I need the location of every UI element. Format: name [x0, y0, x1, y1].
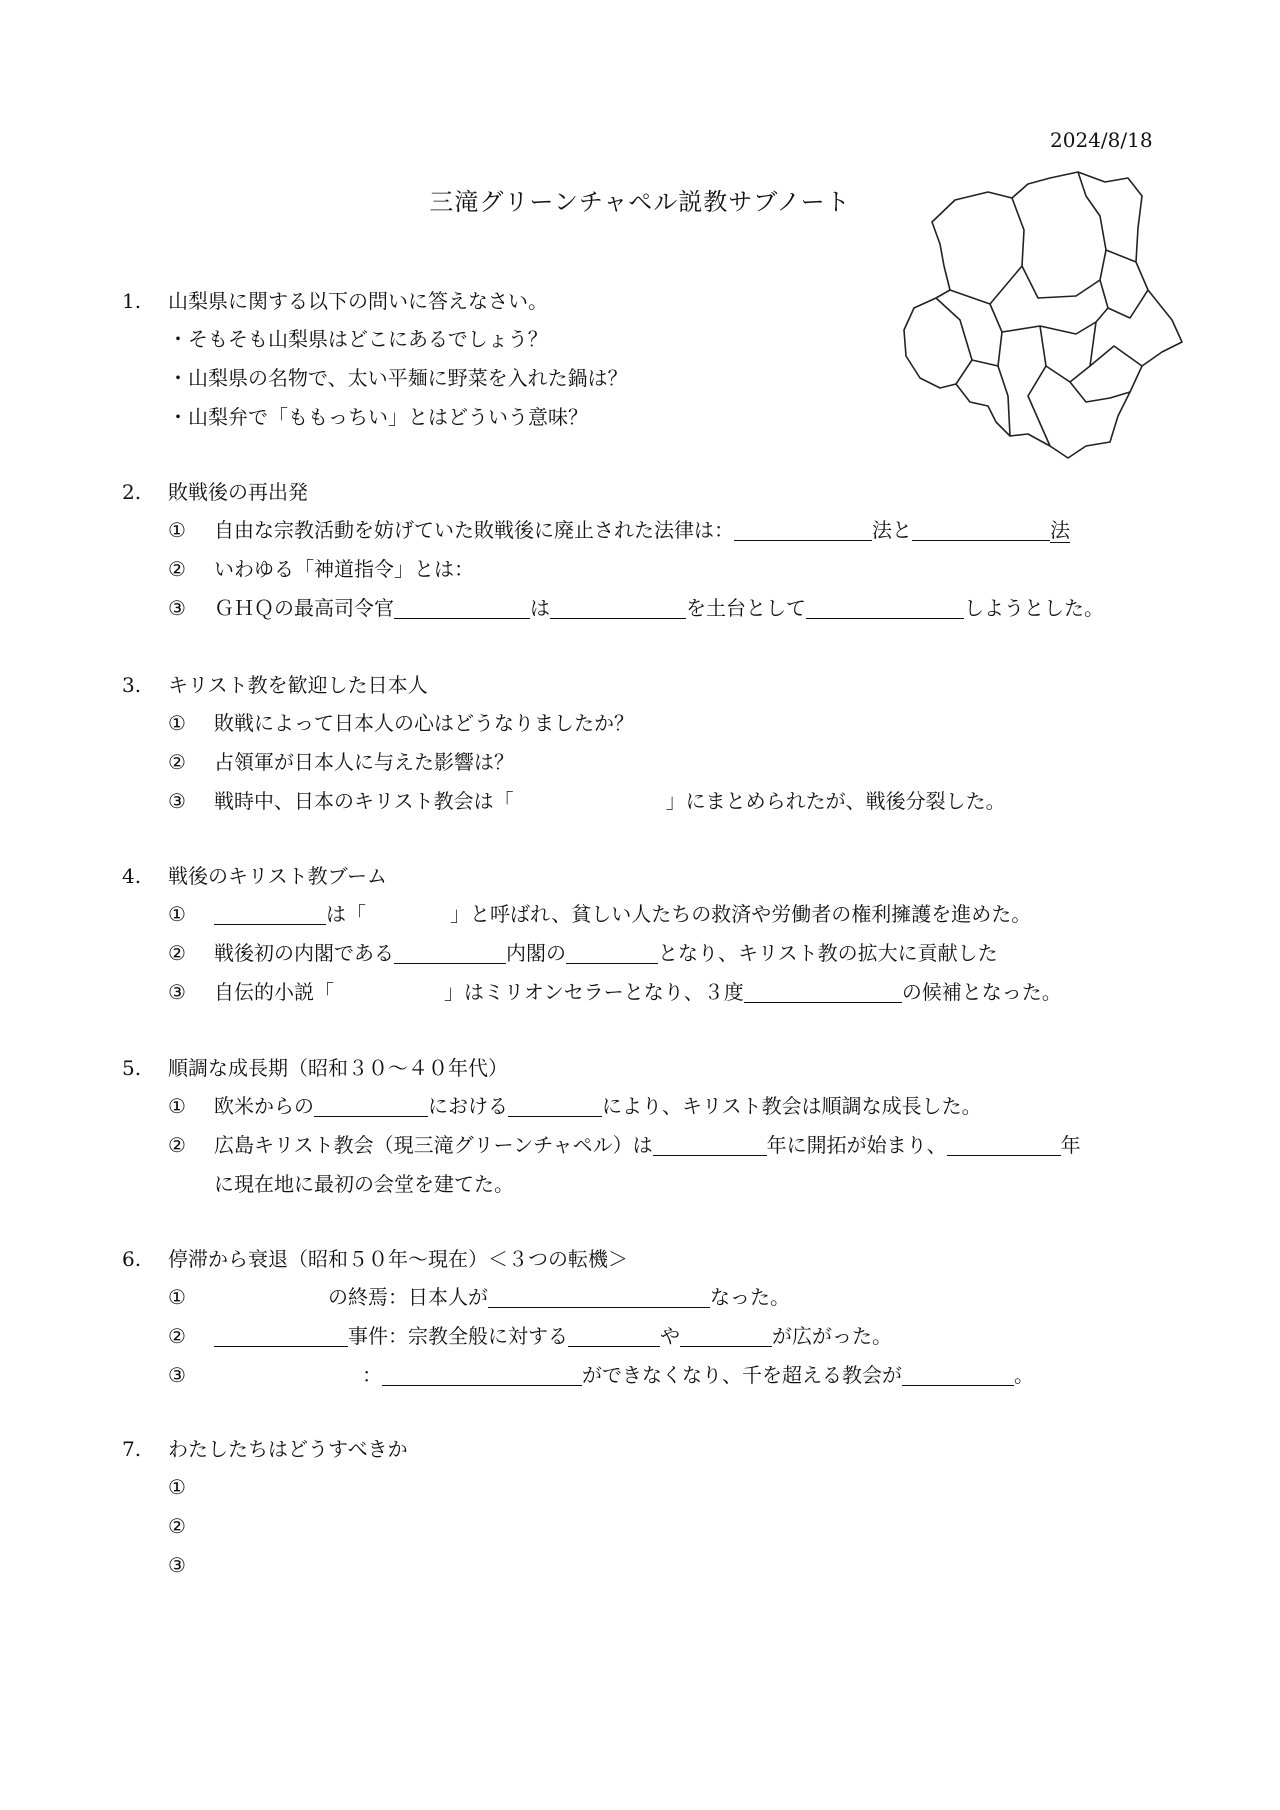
section-number: 6.: [122, 1247, 142, 1271]
item-text: により、キリスト教会は順調な成長した。: [602, 1094, 982, 1118]
question-item: [122, 1126, 1081, 1165]
question-item: [122, 1507, 408, 1546]
question-text: ・そもそも山梨県はどこにあるでしょう？: [168, 327, 548, 351]
item-marker: ①: [168, 1475, 186, 1499]
item-continuation: [122, 1165, 1081, 1204]
item-marker: ③: [168, 789, 186, 813]
item-text: ＧＨＱの最高司令官: [214, 596, 394, 620]
question-item: [122, 782, 1006, 821]
item-text: の終焉：日本人が: [328, 1285, 488, 1309]
question-bullet: [122, 398, 628, 437]
answer-blank[interactable]: [508, 1092, 602, 1117]
section-title: 山梨県に関する以下の問いに答えなさい。: [168, 289, 548, 313]
section-number: 2.: [122, 480, 142, 504]
item-text: 事件：宗教全般に対する: [348, 1324, 568, 1348]
item-text: は: [530, 596, 550, 620]
item-text: となり、キリスト教の拡大に貢献した: [658, 941, 998, 965]
item-text: 」はミリオンセラーとなり、３度: [444, 980, 744, 1004]
answer-blank[interactable]: [394, 939, 506, 964]
item-text: は「: [326, 902, 366, 926]
item-text: 内閣の: [506, 941, 566, 965]
answer-blank[interactable]: [488, 1283, 710, 1308]
section-title: 停滞から衰退（昭和５０年～現在）＜３つの転機＞: [168, 1247, 628, 1271]
question-item: [122, 934, 1062, 973]
section-number: 4.: [122, 864, 142, 888]
item-text: 。: [1014, 1363, 1034, 1387]
answer-blank[interactable]: [744, 978, 902, 1003]
item-text: 年: [1060, 1133, 1081, 1157]
item-marker: ①: [168, 711, 186, 735]
question-item: [122, 511, 1104, 550]
answer-blank[interactable]: [734, 516, 872, 541]
section-title: 戦後のキリスト教ブーム: [168, 864, 387, 888]
answer-blank[interactable]: [947, 1131, 1061, 1156]
question-bullet: [122, 320, 628, 359]
question-item: [122, 973, 1062, 1012]
section-7: [122, 1430, 408, 1585]
item-text: 戦時中、日本のキリスト教会は「: [214, 789, 514, 813]
item-text: の候補となった。: [901, 980, 1062, 1004]
answer-blank[interactable]: [902, 1361, 1014, 1386]
section-heading: [122, 1240, 1034, 1278]
section-number: 7.: [122, 1437, 142, 1461]
answer-blank[interactable]: [566, 939, 658, 964]
document-title: 三滝グリーンチャペル説教サブノート: [429, 188, 851, 216]
section-6: [122, 1240, 1034, 1395]
section-heading: [122, 282, 628, 320]
item-text: に現在地に最初の会堂を建てた。: [214, 1172, 514, 1196]
item-marker: ②: [168, 750, 186, 774]
question-item: [122, 743, 1006, 782]
question-item: [122, 550, 1104, 589]
answer-blank[interactable]: [653, 1131, 767, 1156]
item-text: 」にまとめられたが、戦後分裂した。: [665, 789, 1006, 813]
item-text: 戦後初の内閣である: [214, 941, 394, 965]
answer-blank[interactable]: [568, 1322, 660, 1347]
item-text: 」と呼ばれ、貧しい人たちの救済や労働者の権利擁護を進めた。: [450, 902, 1032, 926]
answer-blank[interactable]: [382, 1361, 582, 1386]
section-heading: [122, 857, 1062, 895]
question-text: ・山梨弁で「ももっちい」とはどういう意味？: [168, 405, 588, 429]
yamanashi-region-map: [900, 170, 1200, 480]
item-text: 自由な宗教活動を妨げていた敗戦後に廃止された法律は：: [214, 518, 734, 542]
item-marker: ②: [168, 941, 186, 965]
item-marker: ②: [168, 1133, 186, 1157]
map-outline: [904, 172, 1182, 458]
item-marker: ③: [168, 980, 186, 1004]
section-number: 3.: [122, 673, 142, 697]
item-text: なった。: [710, 1285, 790, 1309]
question-item: [122, 1546, 408, 1585]
item-marker: ①: [168, 902, 186, 926]
section-heading: [122, 473, 1104, 511]
item-text: 法: [1050, 518, 1070, 542]
item-text: いわゆる「神道指令」とは：: [214, 557, 474, 581]
section-title: キリスト教を歓迎した日本人: [168, 673, 428, 697]
item-text: 敗戦によって日本人の心はどうなりましたか？: [214, 711, 634, 735]
item-text: における: [428, 1094, 508, 1118]
section-2: [122, 473, 1104, 628]
section-5: [122, 1049, 1081, 1204]
item-marker: ①: [168, 1285, 186, 1309]
item-text: や: [660, 1324, 680, 1348]
item-marker: ②: [168, 557, 186, 581]
section-heading: [122, 666, 1006, 704]
answer-blank[interactable]: [550, 594, 686, 619]
item-marker: ①: [168, 1094, 186, 1118]
item-text: 法と: [872, 518, 912, 542]
section-title: 順調な成長期（昭和３０～４０年代）: [168, 1056, 508, 1080]
question-item: [122, 1317, 1034, 1356]
item-marker: ②: [168, 1514, 186, 1538]
question-item: [122, 895, 1062, 934]
section-3: [122, 666, 1006, 821]
section-title: わたしたちはどうすべきか: [168, 1437, 408, 1461]
section-title: 敗戦後の再出発: [168, 480, 308, 504]
item-marker: ①: [168, 518, 186, 542]
question-item: [122, 1356, 1034, 1395]
section-heading: [122, 1430, 408, 1468]
item-text: が広がった。: [772, 1324, 892, 1348]
question-bullet: [122, 359, 628, 398]
item-text: 占領軍が日本人に与えた影響は？: [214, 750, 514, 774]
item-marker: ③: [168, 1553, 186, 1577]
question-item: [122, 1278, 1034, 1317]
item-text: 自伝的小説「: [214, 980, 334, 1004]
question-item: [122, 704, 1006, 743]
answer-blank[interactable]: [912, 516, 1050, 541]
item-text: 年に開拓が始まり、: [766, 1133, 947, 1157]
question-item: [122, 1087, 1081, 1126]
section-1: [122, 282, 628, 437]
item-text: ：: [362, 1363, 382, 1387]
question-item: [122, 589, 1104, 628]
item-text: を土台として: [686, 596, 806, 620]
item-text: ができなくなり、千を超える教会が: [582, 1363, 902, 1387]
item-marker: ③: [168, 596, 186, 620]
answer-blank[interactable]: [394, 594, 530, 619]
answer-blank[interactable]: [214, 1322, 348, 1347]
item-text: しようとした。: [964, 596, 1104, 620]
answer-blank[interactable]: [214, 900, 326, 925]
item-marker: ③: [168, 1363, 186, 1387]
item-text: 欧米からの: [214, 1094, 314, 1118]
answer-blank[interactable]: [680, 1322, 772, 1347]
section-number: 1.: [122, 289, 142, 313]
item-marker: ②: [168, 1324, 186, 1348]
document-date: 2024/8/18: [1050, 128, 1153, 152]
item-text: 広島キリスト教会（現三滝グリーンチャペル）は: [214, 1133, 653, 1157]
section-4: [122, 857, 1062, 1012]
question-text: ・山梨県の名物で、太い平麺に野菜を入れた鍋は？: [168, 366, 628, 390]
question-item: [122, 1468, 408, 1507]
section-number: 5.: [122, 1056, 142, 1080]
section-heading: [122, 1049, 1081, 1087]
answer-blank[interactable]: [806, 594, 964, 619]
answer-blank[interactable]: [314, 1092, 428, 1117]
